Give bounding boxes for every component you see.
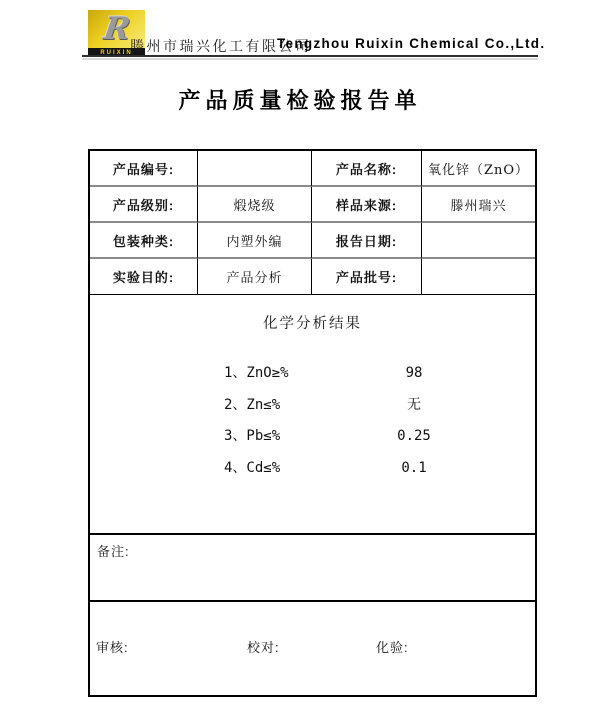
logo-wordmark: RUIXIN bbox=[100, 49, 133, 56]
analysis-item-label: 2、Zn≤% bbox=[224, 396, 281, 413]
report-date-label: 报告日期: bbox=[312, 223, 422, 259]
analysis-item bbox=[90, 390, 535, 422]
product-code-label: 产品编号: bbox=[90, 151, 198, 187]
company-name-en: Tengzhou Ruixin Chemical Co.,Ltd. bbox=[277, 36, 546, 51]
signature-review-label: 审核: bbox=[96, 640, 129, 655]
analysis-item-value: 98 bbox=[405, 365, 423, 381]
analysis-item bbox=[90, 358, 535, 390]
signature-test-label: 化验: bbox=[376, 640, 409, 655]
header-divider bbox=[82, 55, 538, 60]
experiment-purpose-label: 实验目的: bbox=[90, 259, 198, 295]
packaging-type-label: 包装种类: bbox=[90, 223, 198, 259]
analysis-item-value: 0.1 bbox=[401, 459, 427, 476]
report-date-value bbox=[422, 223, 535, 259]
signature-proofread-label: 校对: bbox=[247, 640, 280, 655]
analysis-item-value: 无 bbox=[407, 396, 421, 413]
report-table bbox=[88, 149, 537, 697]
remarks-label: 备注: bbox=[97, 544, 130, 559]
product-code-value bbox=[198, 151, 312, 187]
analysis-item-label: 4、Cd≤% bbox=[224, 459, 281, 476]
product-name-label: 产品名称: bbox=[312, 151, 422, 187]
experiment-purpose-value: 产品分析 bbox=[198, 259, 312, 295]
analysis-section bbox=[90, 295, 535, 535]
batch-number-value bbox=[422, 259, 535, 295]
product-grade-label: 产品级别: bbox=[90, 187, 198, 223]
packaging-type-value: 内塑外编 bbox=[198, 223, 312, 259]
analysis-item-value: 0.25 bbox=[397, 428, 431, 444]
batch-number-label: 产品批号: bbox=[312, 259, 422, 295]
company-name-cn: 滕州市瑞兴化工有限公司 bbox=[130, 38, 312, 54]
analysis-item-label: 1、ZnO≥% bbox=[224, 365, 289, 381]
logo-r-letter: R bbox=[101, 10, 132, 47]
remarks-section bbox=[90, 535, 535, 602]
analysis-items bbox=[90, 358, 535, 484]
sample-source-label: 样品来源: bbox=[312, 187, 422, 223]
analysis-item bbox=[90, 421, 535, 453]
info-grid bbox=[90, 151, 535, 295]
product-name-value: 氧化锌（ZnO） bbox=[422, 151, 535, 187]
product-grade-value: 煅烧级 bbox=[198, 187, 312, 223]
signatures-section bbox=[90, 602, 535, 697]
page-title: 产品质量检验报告单 bbox=[178, 88, 422, 113]
sample-source-value: 滕州瑞兴 bbox=[422, 187, 535, 223]
analysis-item bbox=[90, 453, 535, 485]
analysis-heading: 化学分析结果 bbox=[263, 316, 362, 332]
analysis-item-label: 3、Pb≤% bbox=[224, 428, 281, 444]
